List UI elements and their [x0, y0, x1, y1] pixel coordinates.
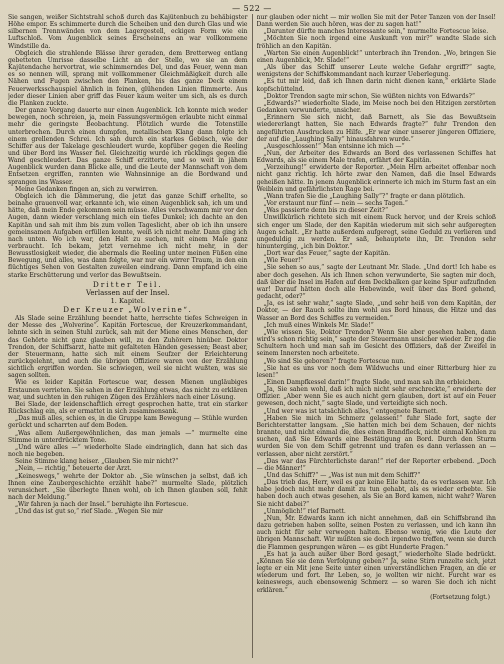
page-number: — 522 — — [232, 4, 272, 13]
continuation-note: (Fortsetzung folgt.) — [430, 593, 490, 601]
paragraph: „Das trieb das, Herr, weil es gar keine Eile hatte, da es verlassen war. Ich habe jedoch nicht mehr damit zu tun gehabt, als es wieder erbebte. Sie haben doch auch etwas gesehen, als Sie an Bord kamen, nicht wahr? Waren Sie nicht dabei?“ — [256, 479, 496, 508]
paragraph: „Was allem Außergewöhnlichen, das man jemals —“ murmelte eine Stimme in unterdrücktem Tone. — [8, 429, 248, 444]
section-title: Dritter Teil. — [92, 279, 163, 289]
paragraph: „Und das ist gut so,“ rief Slade. „Wegen Sie mir — [15, 508, 163, 516]
paragraph: „Wo sind Sie geboren?“ fragte Fortescue nun. — [263, 357, 406, 365]
paragraph: „Vor erstaunt nur fünf — nein — sechs Tagen.“ — [263, 200, 408, 208]
chapter-number: 1. Kapitel. — [110, 297, 145, 306]
chapter-title: Der Kreuzer „Wolverine“. — [63, 304, 193, 314]
paragraph: „Es hat ja auch außer über Bord gesagt,“ wiederholte Slade bedrückt. „Können Sie sie denn Verfolgung geben?“ Ja, seine Stirn runzelte sich, jetzt legte er ein Mit jene Seite unter einen unverständlichen Fragen, an die er wiederum und fort. Ihr Leben, so, je wollten wir nicht. Furcht war es keineswegs, auch ebensowenig Schmerz — so waren Sie doch ich nicht erklären.“ — [256, 550, 496, 594]
left-paragraphs-before — [8, 14, 248, 279]
paragraph: Meine Gedanken fingen an, sich zu verwirren. — [15, 185, 158, 193]
paragraph: „Ausgeschlossen!“ Man entsinne ich mich —“ — [263, 142, 405, 150]
paragraph: „Ja, es ist sehr wahr,“ sagte Slade, „und sehr heiß von dem Kapitän, der Doktor, — der Rauch sollte ihm wohl aus Bord hinaus, die Hitze und das Wasser an Bord des Schiffes zu vermeiden.“ — [256, 300, 496, 322]
paragraph: „Es tut mir leid, daß ich Ihnen darin nicht dienen kann,“ erklärte Slade kopfschüttelnd. — [256, 78, 496, 93]
paragraph: „Nun, Mr. Edwards kann ich nicht annehmen, daß ein Schiffsbrand ihn dazu getrieben haben sollte, seinen Posten zu verlassen, und ich kann ihn auch nicht für sehr verwegen halten. Ebenso wenig, wie die Leute der übrigen Mannschaft. Wir müßten sie doch irgendwo treffen, wenn sie durch die Flammen gesprungen wären — es gibt Hunderte Fragen.“ — [256, 514, 496, 551]
paragraph: „Warten Sie einen Augenblick!“ unterbrach ihn Trendon. „Wo, bringen Sie einen Augenblick, Mr. Slade!“ — [256, 49, 496, 64]
paragraph: Wie es leider Kapitän Fortescue war, dessen Mienen ungläubiges Erstaunen verrieten. Sie sahen in der Erzählung etwas, das nicht zu erklären war, und suchten in den ruhigen Zügen des Erzählers nach einer Lösung. — [8, 379, 248, 401]
paragraph: Als Slade seine Erzählung beendet hatte, herrschte tiefes Schweigen in der Messe des „Wolverine“. Kapitän Fortescue, der Kreuzerkommandant, lehnte sich in seinen Stuhl zurück, sah mit der Miene eines Menschen, der das Gehörte nicht ganz glauben will, zu den Zuhörern hinüber. Doktor Trendon, der Schiffsarzt, hatte mit gefalteten Händen gesessen; Beast aber, der Steuermann, hatte sich mit einem Seufzer der Erleichterung zurückgelehnt, und auch die übrigen Offiziere waren von der Erzählung sichtlich ergriffen worden. Sie schwiegen, weil sie nicht wußten, was sie sagen sollten. — [8, 315, 248, 380]
paragraph: „Wie Feuer!“ — [263, 257, 304, 265]
right-paragraphs — [257, 14, 497, 594]
paragraph: „Unmöglich!“ rief Barnett. — [263, 507, 346, 515]
paragraph: „Doktor Trendon sagte mir schon, Sie wüßten nichts von Edwards?“ — [263, 92, 475, 100]
paragraph: „Das war das Fürchterlichste daran!“ rief der Reporter erbebend. „Doch — die Männer!“ — [256, 457, 496, 472]
paragraph: „Ich muß eines Winkels Mr. Slade!“ — [263, 321, 374, 329]
paragraph: „Was passierte denn bis zu dieser Zeit?“ — [263, 207, 389, 215]
section-subtitle: Verlassen auf der Insel. — [85, 289, 170, 298]
paragraph: „Als über das Schiff unserer Leute welche Gefahr ergriff?“ sagte, wenigstens der Schiffskommandant nach kurzer Ueberlegung. — [256, 64, 496, 79]
column-divider — [252, 14, 253, 658]
paragraph: „Und das Schiff?“ — „Was ist nun mit dem Schiff?“ — [263, 472, 421, 479]
paragraph: „Haben Sie mich im Schmerz gelassen!“ fuhr Slade fort, sagte der Berichterstatter langsam. „Sie hatten mich bei dem Schauen, der nichts brannte, und nicht einmal die, dies einen Brandfleck, nicht einmal Kohlen zu suchen, daß Sie Edwards eine Bestätigung an Bord. Durch den Sturm wurden Sie von dem Schiff getrennt und trafen es dann verlassen an — verlassen, aber nicht zerstört.“ — [256, 414, 496, 458]
paragraph: „Und wäre alles —“ wiederholte Slade eindringlich, dann hat sich das noch nie begeben. — [8, 443, 248, 459]
paragraph: Bei Slade, der leidenschaftlich erregt gesprochen hatte, trat ein starker Rückschlag ein, als er ermattet in sich zusammensank. — [8, 400, 248, 416]
paragraph: „Verzeihung!“ erwiderte der Reporter. „Mein Hirn arbeitet offenbar noch nicht ganz richtig. Ich hörte zwar den Namen, daß die Insel Edwards geheißen hätte. In jenem Augenblick erinnerte ich mich im Sturm fast an ein Weiblein und gefährlichsten Rage bei. — [256, 164, 496, 193]
paragraph: Der ganze Vorgang dauerte nur einen Augenblick. Ich konnte mich weder bewegen, noch schreien, ja, mein Fassungsvermögen erlaubte nicht einmal mehr die geringste Beobachtung. Plötzlich wurde die Totenstille unterbrochen. Durch einen dumpfen, metallischen Klang dann folgte ich einem grellenden Schrei. Ich sah durch ein starkes Gebüsch, wie der Schiffer aus der Takelage geschleudert wurde, kopfüber gegen die Reeling und über Bord ins Wasser fiel. Gleichzeitig wurde ich rücklings gegen die Wand geschleudert. Das ganze Schiff erzitterte, und so weit in jähem Augenblick wurden dann Blicke alle, und die Leute der Mannschaft von dem Entsetzen ergriffen, rannten wie Wahnsinnige an die Bordwand und sprangen ins Wasser. — [8, 107, 248, 186]
text-columns — [8, 14, 496, 658]
paragraph: „Das muß alles, schien es, in die Gruppe kam Bewegung — Stühle wurden gerückt und scharrten auf dem Boden. — [8, 415, 248, 430]
paragraph: Obgleich die strahlende Blässe ihrer geraden, dem Bretterweg entlang gebetteten Umrisse dasselbe Licht an der Stelle, wo sie an dem Kajütendache hervortrat, wie schimmerndes Del, und das Feuer, wenn man es so nennen will, sprang mit vollkommener Gleichmäßigkeit durch alle Nähen und Fugen zwischen den Planken, bis das ganze Deck einem Feuerwerksschauspiel ähnlich in feinen, glühenden Linien flimmerte. Aus jeder dieser Linien aber griff das Feuer kaum weiter um sich, als es durch die Planken zuckte. — [8, 49, 248, 107]
paragraph: Unwillkürlich richtete sich mit einem Ruck hervor, und der Kreis schloß sich enger um Slade, der den Kapitän wiederum mit sich sehr aufgeregten Augen schalt. „Er hatte außerdem aufgeregt, seine Geduld zu verlieren und ungeduldig zu werden. Er saß, behauptete ihn, Dr. Trendon sehr hinunterging, „ich bin Doktor.“ — [256, 214, 496, 250]
paragraph: „Sie sehen so aus,“ sagte der Leutnant Mr. Slade. „Und dort! Ich habe es aber doch gesehen. Als ich Ihnen schon verwunderte, Sie sagten mir doch, daß über die Insel im Hafen auf dem Deckbalken gar keine Spur aufzufinden war! Darauf hätten doch alle Hebewinde, weit über das Bord gehend, gedacht, oder?“ — [256, 264, 496, 301]
paragraph: „Möchten Sie noch irgend eine Auskunft von mir?“ wandte Slade sich fröhlich an den Kapitän. — [256, 35, 496, 50]
paragraph: „Erinnern Sie sich nicht, daß Barnett, als Sie das Bewußtsein wiedererlangt hatten, Sie nach Edwards fragte?“ fuhr Trendon den angeführten Ausdrucken zu Hilfe. „Er war einer unserer jüngeren Offiziere, der auf die „Laughing Sally“ hinausfahren wurde.“ — [256, 114, 496, 143]
left-paragraphs-after — [8, 315, 248, 515]
left-column — [8, 14, 248, 658]
paragraph: „Darunter dürfte manches Interessante sein,“ murmelte Fortescue leise. — [263, 28, 489, 36]
paragraph: „Wie wissen Sie, Doktor Trendon? Wenn Sie aber gesehen haben, dann wird's schon richtig sein,“ sagte der Steuermann unsicher wieder. Er zog die Schultern hoch und man sah im Gesicht des Offiziers, daß der Zweifel in seinem Innersten noch arbeitete. — [256, 328, 496, 358]
paragraph: „Wir fahren ja nach der Insel.“ beruhigte ihn Fortescue. — [15, 501, 189, 509]
paragraph: nur glauben oder nicht — mir wollen Sie mit der Peter Tanzen von der Insel! Dann werden Sie auch hören, was der zu sagen hat!“ — [256, 14, 496, 29]
paragraph: Sie sangen, weißer Sichtstrahl schoß durch das Kajütenbuch zu behäbigster Höhe empor. Es schimmerte durch die Scheiben und den durch Glas und wie silbernen Trennwänden von dem Lagergestell, eckigen Form wie ein Luftschloß. Vom Augenblick seines Erscheinens an war vollkommene Windstille da. — [8, 14, 248, 50]
paragraph: Obgleich ich die Dämmerung, die jetzt das ganze Schiff erhellte, so beinahe grauenvoll war, erkannte ich, wie einen Augenblick sah, ich um und hätte, daß mein Ende gekommen sein müsse. Alles verschwamm mir vor den Augen, dann wieder verschlang mich ein tiefes Dunkel; ich dachte an den Kapitän und sah mit ihm bis zum vollen Tageslicht, aber ob ich ihn unsere gemeinsamen Aufgaben erfüllen konnte, weiß ich nicht mehr. Dann ging ich nach unten. Wo ich war, den Halt zu suchen, mit einem Male ganz verbraucht. Ich bekam, jetzt vernehme ich nicht mehr, in der Bewusstlosigkeit wieder, die abermals die Reeling unter meinen Füßen eine Bewegung, und alles, was dann folgte, war nur ein wirrer Traum, in den ein flüchtiges Sehen von Gestalten zuweilen eindrang. Dann empfand ich eine starke Erschütterung und verlor das Bewußtsein. — [8, 192, 248, 279]
paragraph: „Nein, — richtig,“ beteuerte der Arzt. — [15, 465, 132, 473]
paragraph: „Und wer was ist tatsächlich alles,“ entgegnete Barnett. — [263, 407, 438, 415]
paragraph: „Nun, der Arbeiter des Edwards an Bord des verlassenen Schiffes hat Edwards, als sie einem Male trafen, erfährt der Kapitän. — [256, 149, 496, 165]
paragraph: „Wann trafen Sie die „Laughing Sally“?“ fragte er dann plötzlich. — [263, 192, 466, 200]
paragraph: „Sie hat es uns vor noch dem Wildwuchs und einer Ritterburg hier zu lesen!“ — [256, 364, 496, 379]
paragraph: „Ja, Sie sahen wohl, daß ich mich nicht sehr erschreckte,“ erwiderte der Offizier. „Aber wenn Sie es auch nicht gern glauben, dort ist auf ein Feuer gewesen, doch nicht,“ sagte Slade, und verteidigte sich noch. — [256, 386, 496, 408]
paragraph: „Dort war das Feuer,“ sagte der Kapitän. — [263, 250, 391, 258]
paragraph: Seine Stimme klang heiser. „Glauben Sie mir nicht?“ — [15, 458, 179, 466]
right-column — [257, 14, 497, 658]
paragraph: „Einen Dampfkessel darin!“ fragte Slade, und man sah ihn erbleichen. — [263, 378, 482, 386]
paragraph: „Edwards?“ wiederholte Slade, im Meise noch bei den Hitzigen zerstörten Gedanken verwunderte, unsicher. — [256, 99, 496, 115]
paragraph: „Keineswegs,“ wehrte der Doktor ab. „Sie wünschen ja selbst, daß ich Ihnen eine Zaubergeschichte erzählt habe?“ murmelte Slade, plötzlich verunsichert. „Sie überlegte Ihnen wohl, ob ich Ihnen glauben soll, fehlt nach der Meldung.“ — [8, 472, 248, 501]
